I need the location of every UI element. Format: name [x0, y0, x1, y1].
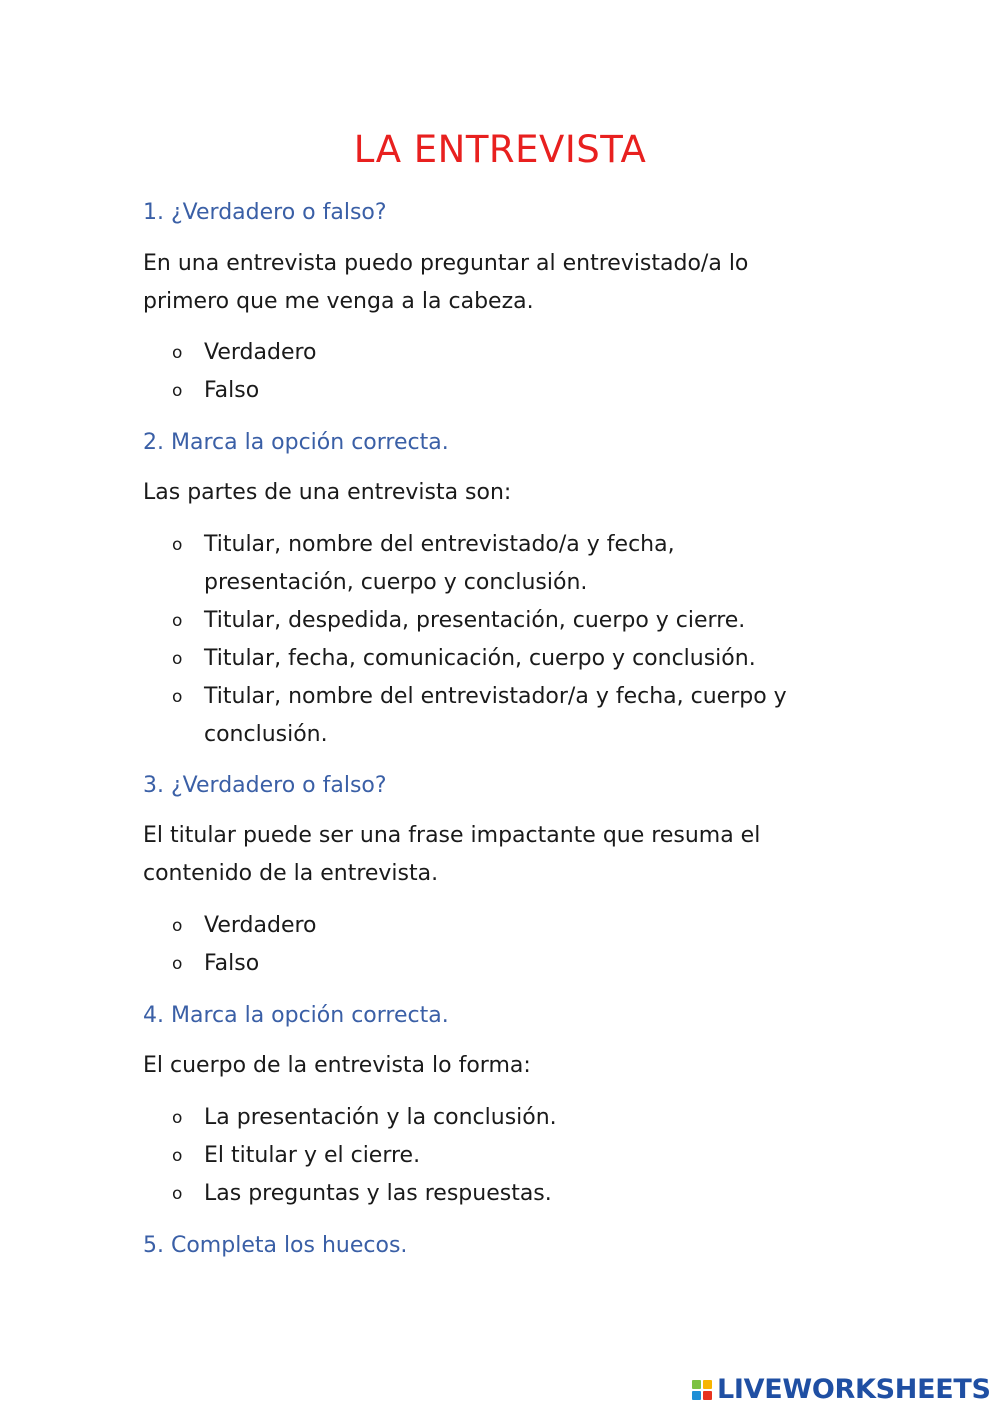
statement-line: contenido de la entrevista. [143, 861, 439, 886]
statement-line: Las partes de una entrevista son: [143, 480, 512, 505]
option-line: Las preguntas y las respuestas. [204, 1181, 552, 1206]
statement-line: En una entrevista puedo preguntar al entrevistado/a lo [143, 251, 749, 276]
option-label [204, 1175, 552, 1213]
logo-square-red [703, 1391, 712, 1400]
radio-bullet-icon: o [172, 611, 183, 631]
option-line: La presentación y la conclusión. [204, 1105, 557, 1130]
option-label [204, 602, 745, 640]
question-3-statement [143, 817, 863, 893]
option-line: Falso [204, 951, 260, 976]
radio-bullet-icon: o [172, 1184, 183, 1204]
statement-line: primero que me venga a la cabeza. [143, 289, 534, 314]
option-label [204, 334, 317, 372]
question-4-statement [143, 1047, 863, 1085]
option-line: Verdadero [204, 913, 317, 938]
radio-bullet-icon: o [172, 687, 183, 707]
logo-square-green [692, 1380, 701, 1389]
option-line: Titular, fecha, comunicación, cuerpo y conclusión. [204, 646, 756, 671]
option-line: Titular, despedida, presentación, cuerpo y cierre. [204, 608, 746, 633]
question-1-heading: 1. ¿Verdadero o falso? [143, 200, 387, 225]
question-4-heading: 4. Marca la opción correcta. [143, 1003, 449, 1028]
option-label [204, 678, 787, 754]
option-line: Titular, nombre del entrevistador/a y fecha, cuerpo y [204, 684, 787, 709]
option-label [204, 907, 317, 945]
radio-bullet-icon: o [172, 954, 183, 974]
radio-bullet-icon: o [172, 916, 183, 936]
radio-bullet-icon: o [172, 381, 183, 401]
option-label [204, 1099, 557, 1137]
page-title: LA ENTREVISTA [353, 128, 647, 171]
logo-square-blue [692, 1391, 701, 1400]
option-label [204, 372, 259, 410]
option-line: El titular y el cierre. [204, 1143, 421, 1168]
question-5-heading: 5. Completa los huecos. [143, 1233, 408, 1258]
question-1-statement [143, 245, 863, 321]
option-label [204, 945, 259, 983]
question-2-heading: 2. Marca la opción correcta. [143, 430, 449, 455]
radio-bullet-icon: o [172, 1146, 183, 1166]
question-2-statement [143, 474, 863, 512]
radio-bullet-icon: o [172, 1108, 183, 1128]
option-label [204, 1137, 420, 1175]
question-3-heading: 3. ¿Verdadero o falso? [143, 773, 387, 798]
liveworksheets-logo [692, 1374, 991, 1406]
option-line: Verdadero [204, 340, 317, 365]
statement-line: El cuerpo de la entrevista lo forma: [143, 1053, 531, 1078]
logo-text: LIVEWORKSHEETS [717, 1374, 991, 1405]
statement-line: El titular puede ser una frase impactante que resuma el [143, 823, 761, 848]
option-line: presentación, cuerpo y conclusión. [204, 570, 588, 595]
option-line: conclusión. [204, 722, 328, 747]
option-label [204, 640, 756, 678]
radio-bullet-icon: o [172, 343, 183, 363]
option-line: Falso [204, 378, 260, 403]
radio-bullet-icon: o [172, 649, 183, 669]
liveworksheets-logo-icon [692, 1380, 712, 1400]
option-label [204, 526, 675, 602]
radio-bullet-icon: o [172, 535, 183, 555]
option-line: Titular, nombre del entrevistado/a y fecha, [204, 532, 675, 557]
logo-square-yellow [703, 1380, 712, 1389]
